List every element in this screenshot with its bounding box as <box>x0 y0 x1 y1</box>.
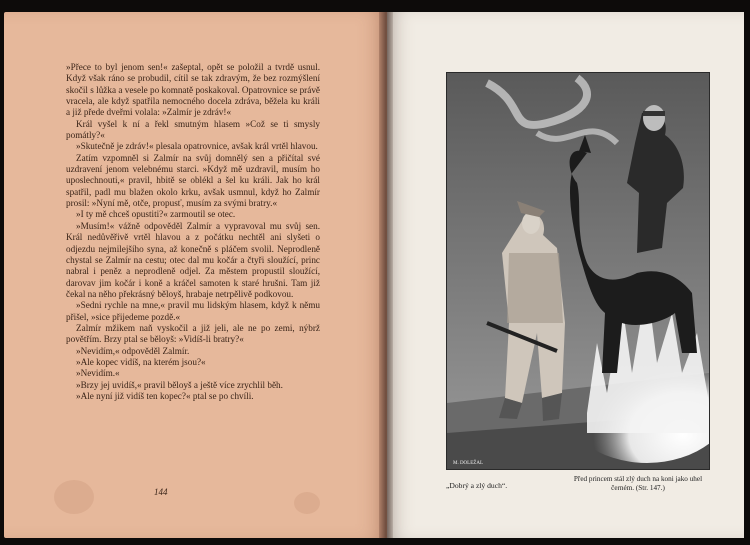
paragraph: »Nevidím.« <box>76 368 120 379</box>
paragraph: »Musím!« vážně odpověděl Zalmír a vypravoval mu svůj sen. Král nedůvěřivě vrtěl hlavou a z počátku nechtěl ani slyšeti o odjezdu nejmilejšího syna, až konečně s pláčem svolil. Neprodleně chystal se Zalmír na cestu; otec dal mu kočár a čtyři sloužící, princ nabral i peněz a neprodleně odjel. Za městem propustil sloužící, darovav jim kočár i koně a kráčel samoten k staré hrušni. Tam již čekal na něho překrásný běloуš, hrabaje netrpělivě podkovou. <box>66 220 320 299</box>
paragraph: Král vyšel k ní a řekl smutným hlasem »Což se ti smysly pomátly?« <box>66 118 320 141</box>
paragraph: »Ale nyní již vidíš ten kopec?« ptal se po chvíli. <box>76 390 254 401</box>
paragraph: Zatím vzpomněl si Zalmír na svůj domnělý sen a přičítal své uzdravení jenom velebnému starci. »Když mě uzdravil, musím ho uposlechnouti,« pravil, hbitě se oblékl a šel ku králi. Jak ho král spatřil, padl mu blažen okolo krku, avšak usmnul, když ho Zalmír prosil: »Nyní mě, otče, propusť, musím za svými bratry.« <box>66 152 320 209</box>
illustration-caption: Před princem stál zlý duch na koni jako uhel černém. (Str. 147.) <box>573 475 703 492</box>
story-text <box>66 62 320 402</box>
paragraph: »Brzy jej uvidíš,« pravil běloуš a ještě více zrychlil běh. <box>76 379 283 390</box>
paragraph: »Skutečně je zdráv!« plesala opatrovnice, avšak král vrtěl hlavou. <box>76 141 318 152</box>
book-illustration <box>446 72 710 470</box>
paper-stain <box>54 480 94 514</box>
page-number: 144 <box>154 487 168 497</box>
paragraph: »Sedni rychle na mne,« pravil mu lidským hlasem, když k němu přišel, »sice přijedeme pozdě.« <box>66 300 320 322</box>
paper-stain <box>294 492 320 514</box>
paragraph: Zalmír mžikem naň vyskočil a již jeli, ale ne po zemi, nýbrž povětřím. Brzy ptal se běloуš: »Vidíš-li bratry?« <box>66 322 320 345</box>
illustration-title: „Dobrý a zlý duch“. <box>446 481 508 490</box>
paragraph: »Nevidím,« odpověděl Zalmír. <box>76 345 190 356</box>
paragraph: »I ty mě chceš opustiti?« zarmoutil se otec. <box>76 209 236 220</box>
illustration-signature: M. DOLEŽAL <box>453 461 483 466</box>
paragraph: »Ale kopec vidíš, na kterém jsou?« <box>76 356 206 367</box>
book-spine <box>379 12 393 538</box>
illustration-drawing <box>447 73 709 469</box>
paragraph: »Přece to byl jenom sen!« zašeptal, opět se položil a tvrdě usnul. Když však ráno se probudil, cítil se tak zdravým, že bez rozmýšlení skočil s lůžka a vesele po komnatě poskakoval. Opatrovnice se právě vracela, ale když spatřila nemocného docela zdrávа, běžela ku králi a již předе dveřmi volala: »Zalmír je zdráv!« <box>66 62 320 118</box>
